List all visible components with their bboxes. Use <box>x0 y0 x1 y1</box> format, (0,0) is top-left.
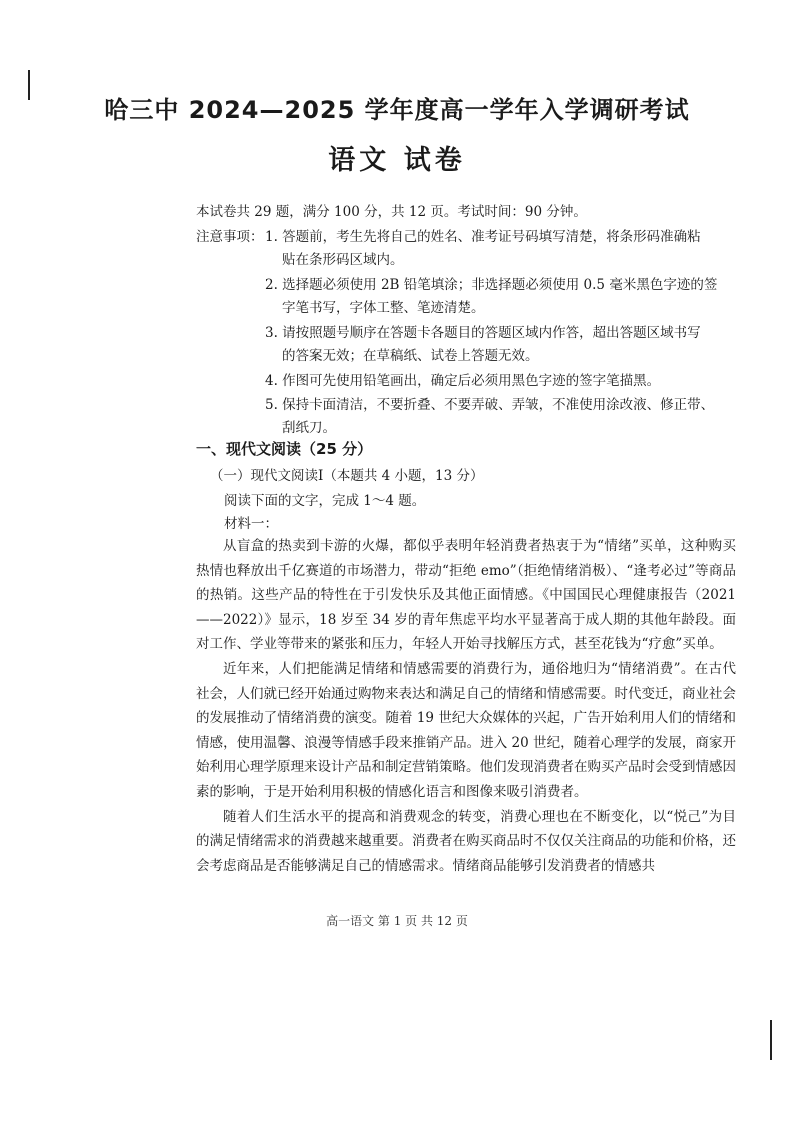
subsection-heading: （一）现代文阅读Ⅰ（本题共 4 小题，13 分） <box>210 468 484 484</box>
notice-label: 注意事项： <box>196 229 264 245</box>
passage-paragraph-3: 随着人们生活水平的提高和消费观念的转变，消费心理也在不断变化，以“悦己”为目的满足情绪需求的消费越来越重要。消费者在购买商品时不仅仅关注商品的功能和价格，还会考虑商品是否能够满足自己的情感需求。情绪商品能够引发消费者的情感共 <box>196 808 736 874</box>
reading-instruction: 阅读下面的文字，完成 1～4 题。 <box>224 493 426 509</box>
notice-item-3-line2: 的答案无效；在草稿纸、试卷上答题无效。 <box>282 348 539 364</box>
notice-item-2-line1: 2. 选择题必须使用 2B 铅笔填涂；非选择题必须使用 0.5 毫米黑色字迹的签 <box>265 277 718 293</box>
notice-item-2-line2: 字笔书写，字体工整、笔迹清楚。 <box>282 300 485 316</box>
notice-item-3-line1: 3. 请按照题号顺序在答题卡各题目的答题区域内作答，超出答题区域书写 <box>265 325 701 341</box>
scan-edge-mark <box>28 70 30 100</box>
passage-paragraph-2: 近年来，人们把能满足情绪和情感需要的消费行为，通俗地归为“情绪消费”。在古代社会，人们就已经开始通过购物来表达和满足自己的情绪和情感需要。时代变迁，商业社会的发展推动了情绪消费的演变。随着 19 世纪大众媒体的兴起，广告开始利用人们的情绪和情感，使用温馨、浪漫等情感手段来推销产品。进入 20 世纪，随着心理学的发展，商家开始利用心理学原理来设计产品和制定营销策略。他们发现消费者在购买产品时会受到情感因素的影响，于是开始利用积极的情感化语言和图像来吸引消费者。 <box>196 660 736 800</box>
page-footer: 高一语文 第 1 页 共 12 页 <box>326 914 468 928</box>
exam-info: 本试卷共 29 题，满分 100 分，共 12 页。考试时间：90 分钟。 <box>196 204 587 220</box>
material-label: 材料一： <box>224 516 278 532</box>
notice-item-4-line1: 4. 作图可先使用铅笔画出，确定后必须用黑色字迹的签字笔描黑。 <box>265 373 661 389</box>
scan-edge-mark <box>770 1020 772 1060</box>
section-heading: 一、现代文阅读（25 分） <box>196 440 373 458</box>
exam-title: 哈三中 2024—2025 学年度高一学年入学调研考试 <box>104 96 690 124</box>
exam-subtitle: 语文 试卷 <box>328 145 466 176</box>
notice-item-1-line2: 贴在条形码区域内。 <box>282 252 404 268</box>
passage-paragraph-1: 从盲盒的热卖到卡游的火爆，都似乎表明年轻消费者热衷于为“情绪”买单，这种购买热情也释放出千亿赛道的市场潜力，带动“拒绝 emo”（拒绝情绪消极）、“逢考必过”等商品的热销。这些产品的特性在于引发快乐及其他正面情感。《中国国民心理健康报告（2021——2022）》显示，18 岁至 34 岁的青年焦虑平均水平显著高于成人期的其他年龄段。面对工作、学业等带来的紧张和压力，年轻人开始寻找解压方式，甚至花钱为“疗愈”买单。 <box>196 538 736 653</box>
passage-body <box>196 534 736 878</box>
notice-item-5-line1: 5. 保持卡面清洁，不要折叠、不要弄破、弄皱，不准使用涂改液、修正带、 <box>265 397 715 413</box>
notice-item-1-line1: 1. 答题前，考生先将自己的姓名、准考证号码填写清楚，将条形码准确粘 <box>265 229 701 245</box>
notice-item-5-line2: 刮纸刀。 <box>282 420 336 436</box>
